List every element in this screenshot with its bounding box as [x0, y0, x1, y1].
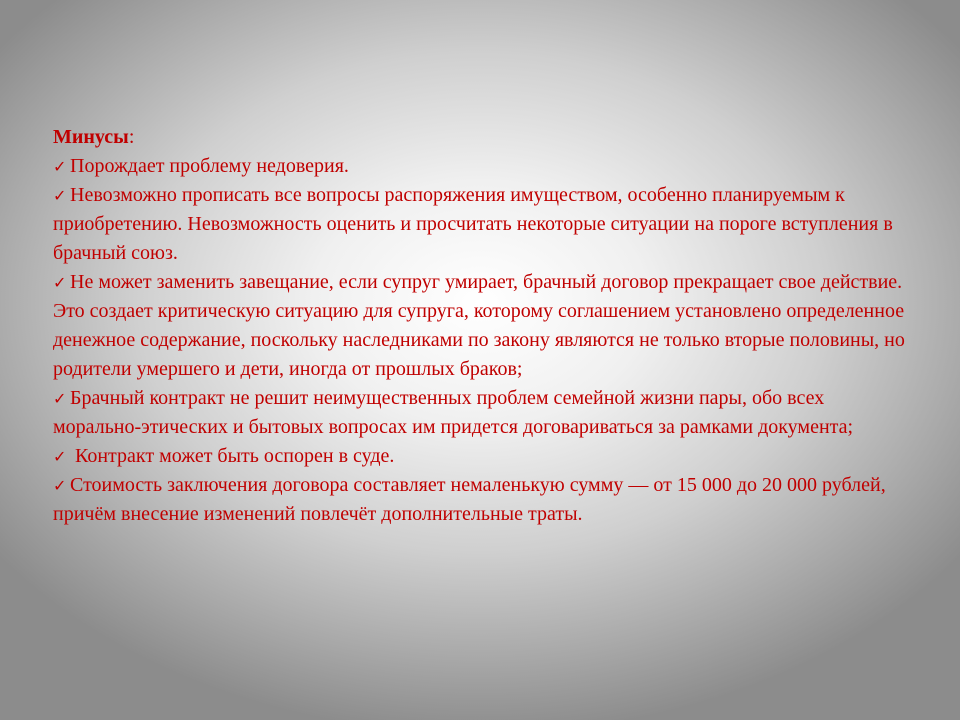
text-box: [53, 123, 913, 529]
list-item: [53, 181, 913, 268]
checkmark-icon: ✓: [53, 157, 67, 176]
list-item-text: Невозможно прописать все вопросы распоряжения имуществом, особенно планируемым к приобретению. Невозможность оценить и просчитать некоторые ситуации на пороге вступления в брачный союз.: [53, 184, 893, 264]
list-item: [53, 471, 913, 529]
list-item: [53, 442, 913, 471]
heading-colon: :: [128, 126, 135, 148]
checkmark-icon: ✓: [53, 273, 67, 292]
list-item-text: Не может заменить завещание, если супруг умирает, брачный договор прекращает свое действие. Это создает критическую ситуацию для супруга, которому соглашением установлено определенное денежное содержание, поскольку наследниками по закону являются не только вторые половины, но родители умершего и дети, иногда от прошлых браков;: [53, 271, 905, 380]
checkmark-icon: ✓: [53, 186, 67, 205]
list-item-text: Порождает проблему недоверия.: [70, 155, 349, 177]
list-item: [53, 268, 913, 384]
list-item-text: Контракт может быть оспорен в суде.: [70, 445, 395, 467]
list-item-text: Брачный контракт не решит неимущественных проблем семейной жизни пары, обо всех морально-этических и бытовых вопросах им придется договариваться за рамками документа;: [53, 387, 854, 438]
list-item-text: Стоимость заключения договора составляет немаленькую сумму — от 15 000 до 20 000 рублей, причём внесение изменений повлечёт дополнительные траты.: [53, 474, 886, 525]
minuses-heading: Минусы: [53, 126, 129, 148]
list-item: [53, 152, 913, 181]
minuses-heading-line: [53, 123, 913, 152]
checkmark-icon: ✓: [53, 389, 67, 408]
checkmark-icon: ✓: [53, 447, 67, 466]
checkmark-icon: ✓: [53, 476, 67, 495]
list-item: [53, 384, 913, 442]
